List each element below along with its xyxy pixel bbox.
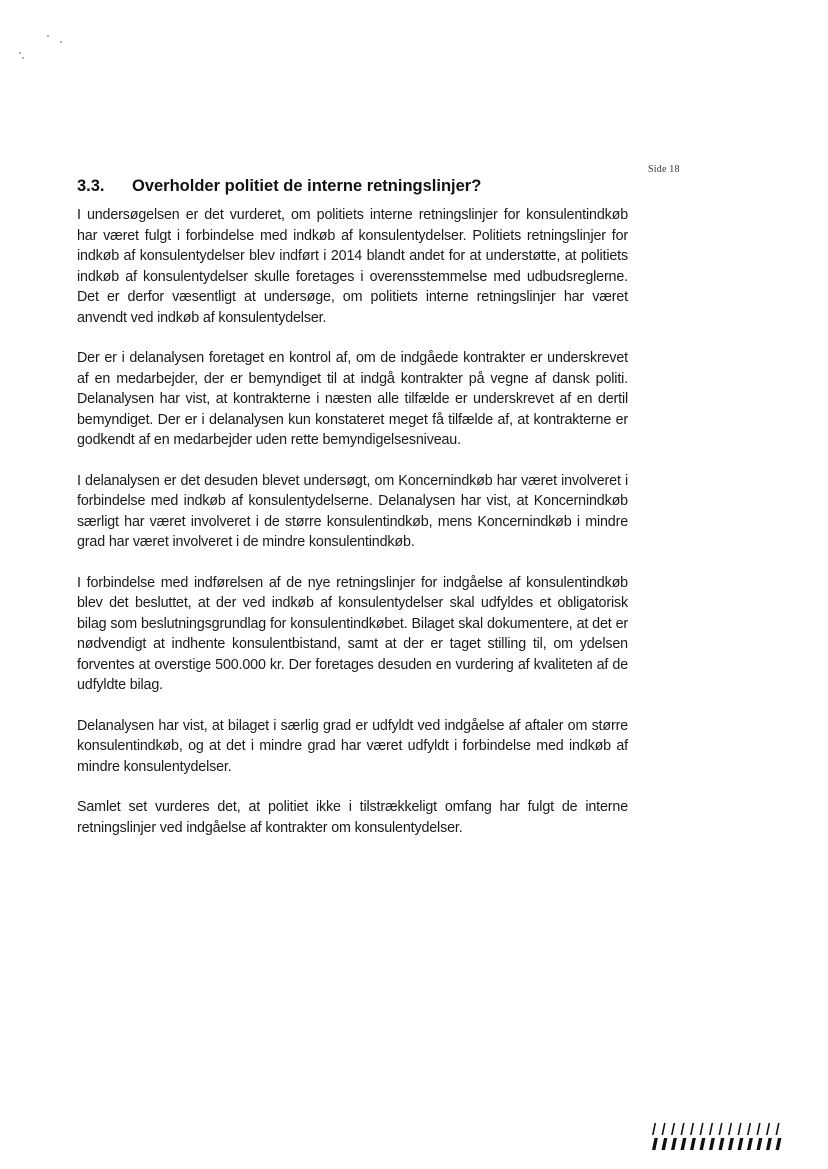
barcode-stroke xyxy=(652,1138,658,1150)
paragraph: I delanalysen er det desuden blevet undersøgt, om Koncernindkøb har været involveret i forbindelse med indkøb af konsulentydelserne. Delanalysen har vist, at Koncernindkøb særligt har været involveret i de større konsulentindkøb, mens Koncernindkøb i mindre grad har været involveret i de mindre konsulentindkøb. xyxy=(77,472,628,550)
section-heading xyxy=(77,177,481,196)
barcode-stroke xyxy=(709,1123,713,1135)
barcode-stroke xyxy=(690,1123,694,1135)
barcode-stroke xyxy=(681,1138,687,1150)
barcode-stroke xyxy=(747,1138,753,1150)
barcode-stroke xyxy=(671,1138,677,1150)
paragraph: Der er i delanalysen foretaget en kontrol af, om de indgåede kontrakter er underskrevet af en medarbejder, der er bemyndiget til at indgå kontrakter på vegne af dansk politi. Delanalysen har vist, at kontrakterne i næsten alle tilfælde er underskrevet af en dertil bemyndiget. Der er i delanalysen kun konstateret meget få tilfælde af, at kontrakterne er godkendt af en medarbejder uden rette bemyndigelsesniveau. xyxy=(77,350,628,448)
barcode-stroke xyxy=(766,1138,772,1150)
scan-speck xyxy=(22,57,24,59)
barcode-stroke xyxy=(719,1138,725,1150)
barcode-stroke xyxy=(728,1123,732,1135)
scan-speck xyxy=(60,41,62,43)
section-title: Overholder politiet de interne retningslinjer? xyxy=(132,177,482,195)
barcode-stroke xyxy=(671,1123,675,1135)
barcode-icon xyxy=(650,1122,783,1152)
barcode-stroke xyxy=(681,1123,685,1135)
barcode-stroke xyxy=(700,1138,706,1150)
barcode-stroke xyxy=(652,1123,656,1135)
barcode-stroke xyxy=(700,1123,704,1135)
barcode-stroke xyxy=(747,1123,751,1135)
barcode-stroke xyxy=(728,1138,734,1150)
barcode-stroke xyxy=(757,1123,761,1135)
paragraph: I forbindelse med indførelsen af de nye retningslinjer for indgåelse af konsulentindkøb blev det besluttet, at der ved indkøb af konsulentydelser skal udfyldes et obligatorisk bilag som beslutningsgrundlag for konsulentindkøbet. Bilaget skal dokumentere, at det er nødvendigt at indhente konsulentbistand, samt at der er taget stilling til, om ydelsen forventes at overstige 500.000 kr. Der foretages desuden en vurdering af kvaliteten af de udfyldte bilag. xyxy=(77,574,628,693)
barcode-stroke xyxy=(776,1138,782,1150)
barcode-stroke xyxy=(719,1123,723,1135)
paragraph: I undersøgelsen er det vurderet, om politiets interne retningslinjer for konsulentindkøb har været fulgt i forbindelse med indkøb af konsulentydelser. Politiets retningslinjer for indkøb af konsulentydelser blev indført i 2014 blandt andet for at understøtte, at politiets indkøb af konsulentydelser skulle foretages i overensstemmelse med udbudsreglerne. Det er derfor væsentligt at undersøge, om politiets interne retningslinjer har været anvendt ved indkøb af konsulentydelser. xyxy=(77,207,628,326)
barcode-stroke xyxy=(738,1123,742,1135)
barcode-stroke xyxy=(662,1138,668,1150)
barcode-stroke xyxy=(738,1138,744,1150)
barcode-stroke xyxy=(766,1123,770,1135)
paragraph: Delanalysen har vist, at bilaget i særlig grad er udfyldt ved indgåelse af aftaler om større konsulentindkøb, og at det i mindre grad har været udfyldt i forbindelse med indkøb af mindre konsulentydelser. xyxy=(77,717,628,775)
scan-speck xyxy=(19,52,21,54)
barcode-stroke xyxy=(690,1138,696,1150)
barcode-stroke xyxy=(757,1138,763,1150)
barcode-stroke xyxy=(776,1123,780,1135)
barcode-stroke xyxy=(662,1123,666,1135)
barcode-stroke xyxy=(709,1138,715,1150)
paragraph: Samlet set vurderes det, at politiet ikke i tilstrækkeligt omfang har fulgt de interne retningslinjer ved indgåelse af kontrakter om konsulentydelser. xyxy=(77,799,628,836)
scan-speck xyxy=(47,35,49,37)
section-number: 3.3. xyxy=(77,177,105,195)
body-text xyxy=(77,205,628,858)
page-number: Side 18 xyxy=(648,164,680,175)
